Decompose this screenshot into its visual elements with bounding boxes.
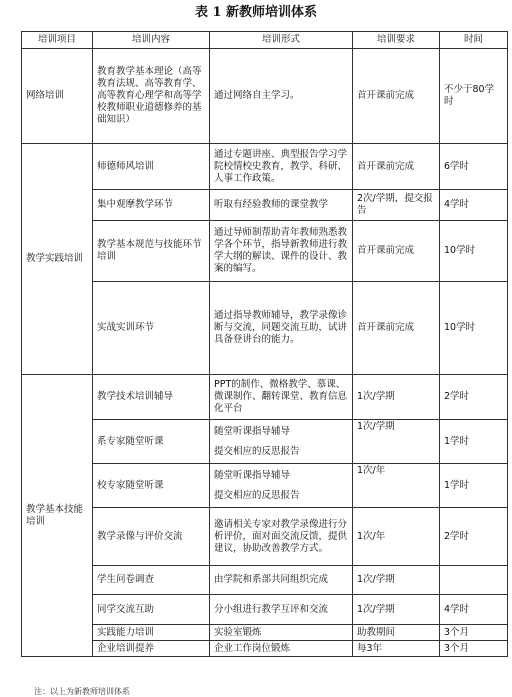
- cell-req: 首开课前完成: [353, 144, 440, 190]
- cell-req: 每3年: [353, 641, 440, 657]
- header-requirement: 培训要求: [353, 32, 440, 49]
- cell-content: 教育教学基本理论（高等教育法规、高等教育学、高等教育心理学和高等学校教师职业道德修养的基础知识）: [93, 49, 210, 144]
- cell-content: 校专家随堂听课: [93, 464, 210, 508]
- cell-content: 系专家随堂听课: [93, 420, 210, 464]
- cell-time: 6学时: [440, 144, 508, 190]
- cell-content: 同学交流互助: [93, 595, 210, 625]
- cell-req: 1次/学期: [353, 420, 440, 464]
- cell-form: 邀请相关专家对教学录像进行分析评价，面对面交流反馈，提供建议，协助改善教学方式。: [210, 508, 353, 566]
- cell-form: 由学院和系部共同组织完成: [210, 566, 353, 595]
- header-row: [22, 32, 508, 49]
- table-row: [22, 282, 508, 375]
- training-table: [21, 31, 508, 657]
- line-gap: [214, 482, 348, 490]
- group-network: 网络培训: [22, 49, 93, 144]
- table-row: [22, 625, 508, 641]
- form-line-1: 随堂听课指导辅导: [214, 425, 291, 437]
- cell-req: 1次/年: [353, 464, 440, 508]
- cell-form: [210, 420, 353, 464]
- cell-time: [440, 566, 508, 595]
- group-teaching-practice: 教学实践培训: [22, 144, 93, 375]
- cell-time: 10学时: [440, 221, 508, 282]
- cell-time: 1学时: [440, 464, 508, 508]
- form-line-2: 提交相应的反思报告: [214, 445, 300, 457]
- cell-content: 学生问卷调查: [93, 566, 210, 595]
- header-form: 培训形式: [210, 32, 353, 49]
- cell-time: 10学时: [440, 282, 508, 375]
- cell-content: 实践能力培训: [93, 625, 210, 641]
- header-project: 培训项目: [22, 32, 93, 49]
- cell-req: 首开课前完成: [353, 49, 440, 144]
- table-row: [22, 190, 508, 221]
- group-basic-skills: 教学基本技能培训: [22, 375, 93, 657]
- cell-form: 听取有经验教师的课堂教学: [210, 190, 353, 221]
- cell-req: 2次/学期，提交报告: [353, 190, 440, 221]
- cell-form: 通过导师制帮助青年教师熟悉教学各个环节，指导新教师进行教学大纲的解读、课件的设计、教案的编写。: [210, 221, 353, 282]
- cell-form: 企业工作岗位锻炼: [210, 641, 353, 657]
- line-gap: [214, 438, 348, 446]
- header-content: 培训内容: [93, 32, 210, 49]
- cell-time: 2学时: [440, 375, 508, 420]
- header-time: 时间: [440, 32, 508, 49]
- cell-content: 教学基本规范与技能环节培训: [93, 221, 210, 282]
- table-row: [22, 508, 508, 566]
- cell-req: 首开课前完成: [353, 282, 440, 375]
- form-line-2: 提交相应的反思报告: [214, 489, 300, 501]
- cell-content: 教学技术培训辅导: [93, 375, 210, 420]
- cell-form: 分小组进行教学互评和交流: [210, 595, 353, 625]
- cell-time: 1学时: [440, 420, 508, 464]
- cell-time: 3个月: [440, 641, 508, 657]
- cell-time: 4学时: [440, 595, 508, 625]
- table-row: [22, 595, 508, 625]
- cell-content: 师德师风培训: [93, 144, 210, 190]
- cell-req: 首开课前完成: [353, 221, 440, 282]
- table-row: [22, 49, 508, 144]
- cell-time: 2学时: [440, 508, 508, 566]
- table-row: [22, 420, 508, 464]
- cell-content: 集中观摩教学环节: [93, 190, 210, 221]
- cell-time: 4学时: [440, 190, 508, 221]
- cell-form: [210, 464, 353, 508]
- table-row: [22, 375, 508, 420]
- cell-content: 实战实训环节: [93, 282, 210, 375]
- cell-req: 1次/学期: [353, 375, 440, 420]
- cell-form: PPT的制作、微格教学、慕课、微课制作、翻转课堂、教育信息化平台: [210, 375, 353, 420]
- table-row: [22, 144, 508, 190]
- cell-req: 1次/年: [353, 508, 440, 566]
- table-row: [22, 221, 508, 282]
- table-footnote: 注：以上为新教师培训体系: [34, 687, 130, 696]
- table-row: [22, 641, 508, 657]
- form-line-1: 随堂听课指导辅导: [214, 469, 291, 481]
- cell-form: 通过网络自主学习。: [210, 49, 353, 144]
- cell-time: 不少于80学时: [440, 49, 508, 144]
- cell-req: 助教期间: [353, 625, 440, 641]
- cell-form: 通过指导教师辅导，教学录像诊断与交流，同题交流互助，试讲具备登讲台的能力。: [210, 282, 353, 375]
- table-row: [22, 566, 508, 595]
- table-title: 表 1 新教师培训体系: [194, 5, 318, 20]
- cell-content: 教学录像与评价交流: [93, 508, 210, 566]
- table-row: [22, 464, 508, 508]
- cell-req: 1次/学期: [353, 595, 440, 625]
- cell-content: 企业培训提养: [93, 641, 210, 657]
- cell-form: 实验室锻炼: [210, 625, 353, 641]
- cell-form: 通过专题讲座、典型报告学习学院校情校史教育，教学、科研、人事工作政策。: [210, 144, 353, 190]
- cell-req: 1次/学期: [353, 566, 440, 595]
- cell-time: 3个月: [440, 625, 508, 641]
